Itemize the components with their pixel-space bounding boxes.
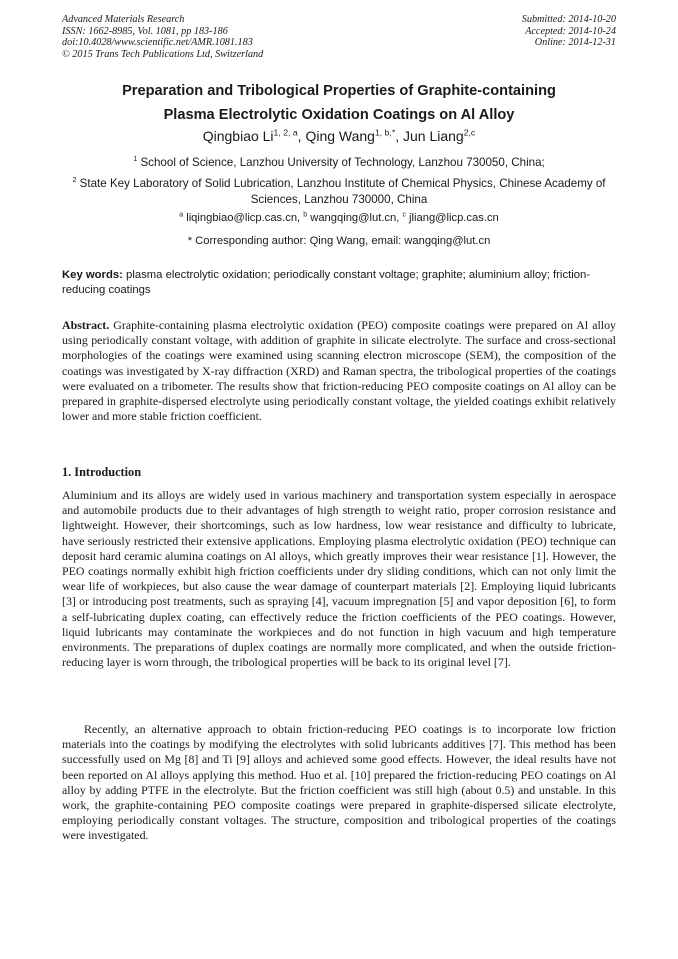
affiliation-text: State Key Laboratory of Solid Lubrication, Lanzhou Institute of Chemical Physics, Chinese Academy of Sciences, Lanzhou 730000, China <box>76 177 606 206</box>
email-sup: a <box>179 211 184 219</box>
submitted-date: Submitted: 2014-10-20 <box>521 14 616 25</box>
affiliation-1 <box>62 155 616 171</box>
intro-paragraph-1: Aluminium and its alloys are widely used in various machinery and transportation system especially in aerospace and automobile products due to their advantages of high strength to weight ratio, proper corrosion resistance and lightweight. However, their shortcomings, such as low hardness, low wear resistance and difficulty to lubricate, have seriously restricted their extensive applications. Employing plasma electrolytic oxidation (PEO) technique can deposit hard ceramic alumina coatings on Al alloys, which greatly improves their wear resistance [1]. However, the PEO coatings normally exhibit high friction coefficients under dry sliding conditions, which can not only limit the wear life of workpieces, but also cause the wear damage of counterpart materials [2]. Employing liquid lubricants [3] or introducing post treatments, such as spraying [4], vacuum impregnation [5] and vapor deposition [6], to form a self-lubricating duplex coating, can effectively reduce the friction coefficients of the PEO coatings. However, liquid lubricants may contaminate the workpieces and do not function in high vacuum and high temperature environments. The preparations of duplex coatings are normally more complicated, and when the outside friction-reducing layer is worn through, the tribological properties will be back to its original level [7]. <box>62 488 616 670</box>
journal-issn: ISSN: 1662-8985, Vol. 1081, pp 183-186 <box>62 25 228 37</box>
affiliation-2 <box>62 176 616 208</box>
keywords <box>62 268 618 298</box>
online-date: Online: 2014-12-31 <box>534 37 616 49</box>
affiliation-sup: 2 <box>72 175 77 185</box>
title-line-1: Preparation and Tribological Properties of Graphite-containing <box>122 83 556 99</box>
email-sup: b <box>303 211 308 219</box>
email-text: wangqing@lut.cn, <box>307 212 403 224</box>
author-emails <box>62 211 616 226</box>
abstract-label: Abstract. <box>62 318 110 332</box>
email-sup: c <box>402 211 406 219</box>
affiliation-text: School of Science, Lanzhou University of Technology, Lanzhou 730050, China; <box>137 156 545 169</box>
journal-copyright: © 2015 Trans Tech Publications Ltd, Switzerland <box>62 48 264 60</box>
accepted-date: Accepted: 2014-10-24 <box>525 25 616 37</box>
author-affiliation-sup: 2,c <box>463 127 476 138</box>
author-name: Qing Wang <box>305 128 375 144</box>
affiliation-sup: 1 <box>133 154 138 164</box>
author-affiliation-sup: 1, 2, a <box>273 127 298 138</box>
email-text: jliang@licp.cas.cn <box>405 212 499 224</box>
keywords-text: plasma electrolytic oxidation; periodically constant voltage; graphite; aluminium alloy; friction-reducing coatings <box>62 269 591 297</box>
section-heading: 1. Introduction <box>62 465 142 479</box>
abstract-text: Graphite-containing plasma electrolytic oxidation (PEO) composite coatings were prepared on Al alloy using periodically constant voltage, with addition of graphite in silicate electrolyte. The surface and cross-sectional morphologies of the coatings were examined using scanning electron microscope (SEM), the composition of the coatings was investigated by X-ray diffraction (XRD) and Raman spectra, the tribological properties of the coatings were evaluated on a tribometer. The results show that friction-reducing PEO composite coatings on Al alloy can be prepared in graphite-dispersed electrolyte using periodically constant voltage, the yielded coatings exhibit relatively lower and more stable friction coefficient. <box>62 318 616 424</box>
title-line-2: Plasma Electrolytic Oxidation Coatings on Al Alloy <box>163 106 515 123</box>
abstract <box>62 318 616 424</box>
author-name: Jun Liang <box>402 128 464 144</box>
corresponding-author: * Corresponding author: Qing Wang, email: wangqing@lut.cn <box>187 235 491 247</box>
journal-doi: doi:10.4028/www.scientific.net/AMR.1081.183 <box>62 37 253 49</box>
paper-title <box>62 80 616 127</box>
submission-dates <box>522 14 616 49</box>
journal-info <box>62 14 263 60</box>
author-separator: , <box>395 128 403 144</box>
email-text: liqingbiao@licp.cas.cn, <box>183 212 304 224</box>
journal-name: Advanced Materials Research <box>62 14 185 25</box>
intro-paragraph-2: Recently, an alternative approach to obtain friction-reducing PEO coatings is to incorporate low friction materials into the coatings by modifying the electrolytes with solid lubricants additives [7]. This method has been successfully used on Mg [8] and Ti [9] alloys and achieved some good effects. However, the ideal results have not been reported on Al alloys applying this method. Huo et al. [10] prepared the friction-reducing PEO coatings on Al alloy by adding PTFE in the electrolyte. But the friction coefficient was still high (about 0.5) and unstable. In this work, the graphite-containing PEO composite coatings were prepared in graphite-dispersed silicate electrolyte, employing periodically constant voltages. The structure, composition and tribological properties of the coatings were investigated. <box>62 722 616 843</box>
author-name: Qingbiao Li <box>202 128 274 144</box>
keywords-label: Key words: <box>62 269 123 281</box>
author-separator: , <box>297 128 306 144</box>
author-list <box>62 126 616 146</box>
author-affiliation-sup: 1, b,* <box>374 127 396 138</box>
